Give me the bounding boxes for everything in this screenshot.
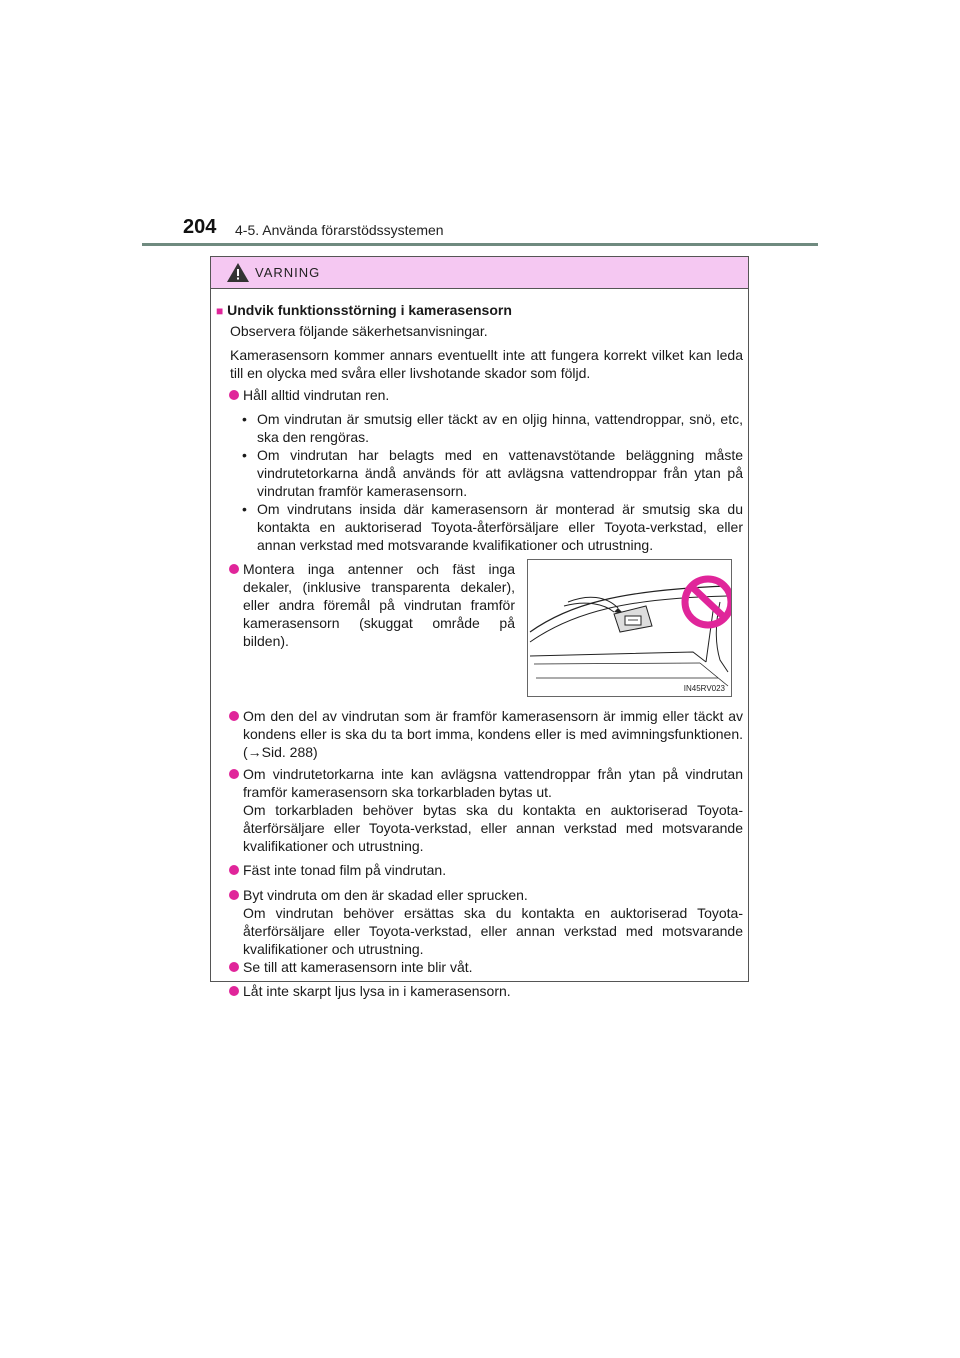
sub-bullet-marker: • — [242, 411, 247, 427]
warning-label: VARNING — [255, 265, 321, 280]
sub-bullet-1: Om vindrutan är smutsig eller täckt av en oljig hinna, vattendroppar, snö, etc, ska den rengöras. — [257, 411, 743, 445]
bullet-dot-icon — [229, 986, 239, 996]
bullet-3: Om den del av vindrutan som är framför kamerasensorn är immig eller täckt av kondens eller is ska du ta bort imma, kondens eller is med avimningsfunktionen. (→Sid. 288) — [243, 708, 743, 760]
windshield-illustration — [528, 560, 731, 696]
bullet-6b: Om vindrutan behöver ersättas ska du kontakta en auktoriserad Toyota-återförsäljare eller Toyota-verkstad, eller annan verkstad med motsvarande kvalifikationer och utrustning. — [243, 905, 743, 957]
windshield-figure — [527, 559, 732, 697]
bullet-dot-icon — [229, 890, 239, 900]
bullet-8: Låt inte skarpt ljus lysa in i kamerasensorn. — [243, 983, 511, 999]
warning-heading-row — [216, 301, 736, 320]
bullet-2: Montera inga antenner och fäst inga dekaler, (inklusive transparenta dekaler), eller andra föremål på vindrutan framför kamerasensorn (skuggat område på bilden). — [243, 561, 515, 649]
intro-text-1: Observera följande säkerhetsanvisningar. — [230, 323, 488, 339]
bullet-dot-icon — [229, 769, 239, 779]
sub-bullet-3: Om vindrutans insida där kamerasensorn är monterad är smutsig ska du kontakta en auktoriserad Toyota-återförsäljare eller Toyota-verkstad, eller annan verkstad med motsvarande kvalifikationer och utrustning. — [257, 501, 743, 553]
bullet-4a: Om vindrutetorkarna inte kan avlägsna vattendroppar från ytan på vindrutan framför kamerasensorn ska torkarbladen bytas ut. — [243, 766, 743, 800]
bullet-dot-icon — [229, 711, 239, 721]
bullet-6a: Byt vindruta om den är skadad eller sprucken. — [243, 887, 528, 903]
bullet-dot-icon — [229, 564, 239, 574]
warning-heading: Undvik funktionsstörning i kamerasensorn — [227, 302, 512, 318]
sub-bullet-marker: • — [242, 447, 247, 463]
section-title: 4-5. Använda förarstödssystemen — [235, 222, 444, 238]
figure-code: IN45RV023 — [683, 684, 725, 693]
warning-triangle-icon — [226, 262, 250, 283]
sub-bullet-marker: • — [242, 501, 247, 517]
bullet-1: Håll alltid vindrutan ren. — [243, 387, 390, 403]
warning-box — [210, 256, 749, 999]
intro-text-2: Kamerasensorn kommer annars eventuellt inte att fungera korrekt vilket kan leda till en olycka med svåra eller livshotande skador som följd. — [230, 347, 743, 381]
bullet-dot-icon — [229, 865, 239, 875]
square-bullet-icon: ■ — [216, 304, 224, 318]
bullet-7: Se till att kamerasensorn inte blir våt. — [243, 959, 473, 975]
page-number: 204 — [183, 216, 217, 238]
bullet-dot-icon — [229, 962, 239, 972]
bullet-4b: Om torkarbladen behöver bytas ska du kontakta en auktoriserad Toyota-återförsäljare eller Toyota-verkstad, eller annan verkstad med motsvarande kvalifikationer och utrustning. — [243, 802, 743, 854]
warning-header — [211, 257, 748, 289]
bullet-dot-icon — [229, 390, 239, 400]
header-rule — [142, 243, 818, 246]
bullet-5: Fäst inte tonad film på vindrutan. — [243, 862, 447, 878]
sub-bullet-2: Om vindrutan har belagts med en vattenavstötande beläggning måste vindrutetorkarna ändå används för att avlägsna vattendroppar från ytan på vindrutan framför kamerasensorn. — [257, 447, 743, 499]
